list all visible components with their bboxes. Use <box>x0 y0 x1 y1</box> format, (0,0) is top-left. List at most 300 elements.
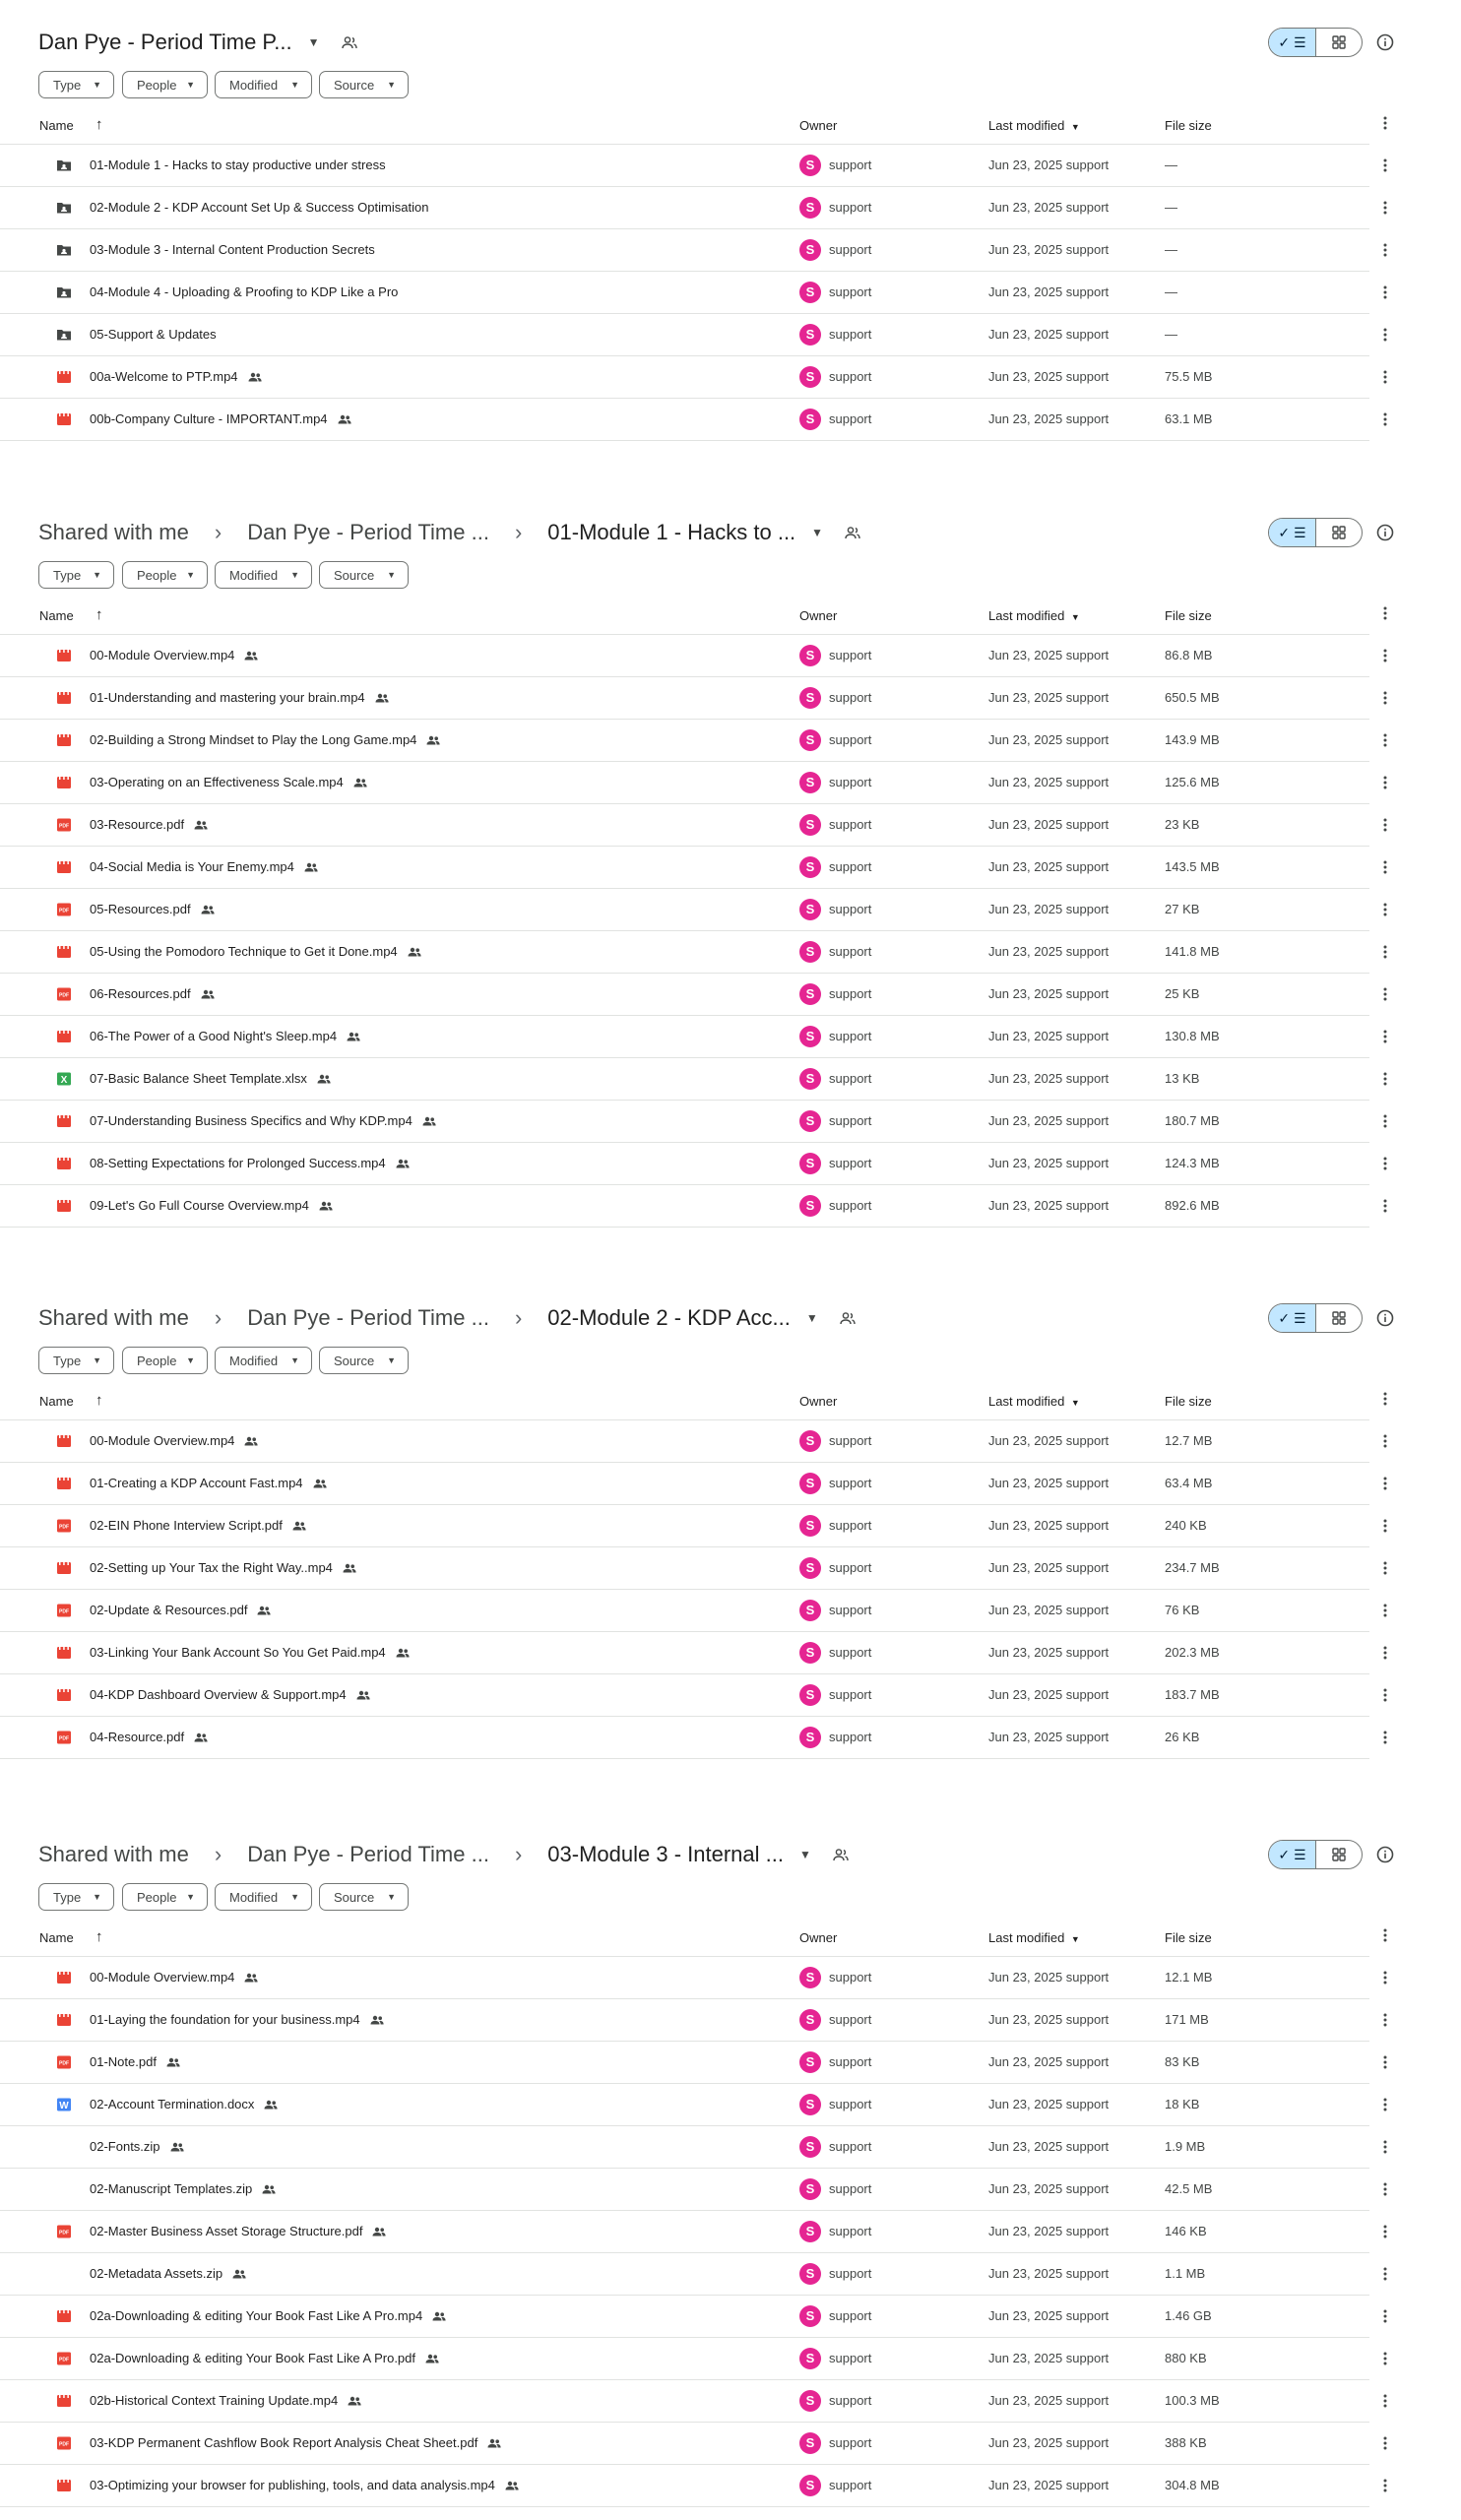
current-folder-title[interactable]: 02-Module 2 - KDP Acc... <box>547 1305 791 1330</box>
file-name <box>90 944 421 960</box>
caret-down-icon: ▼ <box>1068 122 1080 132</box>
file-name <box>90 2393 361 2409</box>
file-size: 1.9 MB <box>1165 2139 1206 2154</box>
filter-chip-people[interactable] <box>122 1883 208 1911</box>
shared-icon <box>319 1199 333 1214</box>
table-header <box>0 1913 1369 1957</box>
file-name <box>90 817 208 833</box>
last-modified: Jun 23, 2025 support <box>988 1029 1110 1043</box>
info-icon[interactable] <box>1375 1845 1395 1864</box>
svg-text:PDF: PDF <box>59 992 69 999</box>
shared-icon <box>264 2098 278 2112</box>
more-options-icon[interactable] <box>1383 328 1387 342</box>
filter-chip-label: People <box>137 1889 177 1905</box>
shared-icon <box>292 1519 306 1534</box>
last-modified: Jun 23, 2025 support <box>988 986 1110 1001</box>
file-name <box>90 1156 410 1171</box>
column-owner: Owner <box>799 1394 838 1409</box>
column-file-size[interactable]: File size <box>1165 1930 1212 1945</box>
more-options-icon[interactable] <box>1383 1646 1387 1660</box>
file-row[interactable] <box>0 1143 1369 1185</box>
file-row[interactable] <box>0 187 1369 229</box>
more-options-icon[interactable] <box>1383 2055 1387 2069</box>
avatar: S <box>799 2390 821 2412</box>
more-options-icon[interactable] <box>1383 1199 1387 1213</box>
filter-chip-label: Modified <box>229 567 279 583</box>
caret-down-icon: ▼ <box>387 80 396 90</box>
breadcrumb <box>38 30 357 55</box>
sort-arrow-icon[interactable]: ↑ <box>95 606 103 623</box>
file-size: 12.1 MB <box>1165 1970 1213 1984</box>
more-options-icon[interactable] <box>1383 243 1387 257</box>
filter-chip-people[interactable] <box>122 71 208 98</box>
filter-chips <box>0 561 1461 591</box>
caret-down-icon: ▼ <box>387 1355 396 1365</box>
file-row[interactable] <box>0 1058 1369 1101</box>
file-name <box>90 2308 446 2324</box>
file-row[interactable] <box>0 2042 1369 2084</box>
folder-file-icon <box>56 242 72 258</box>
file-size: — <box>1165 158 1177 172</box>
file-row[interactable] <box>0 2338 1369 2380</box>
caret-down-icon: ▼ <box>93 1355 101 1365</box>
more-options-icon[interactable] <box>1383 1604 1387 1617</box>
file-row[interactable] <box>0 974 1369 1016</box>
grid-view-button[interactable] <box>1316 1304 1362 1332</box>
file-row[interactable] <box>0 2465 1369 2507</box>
filter-chip-modified[interactable] <box>215 561 312 589</box>
filter-chip-type[interactable] <box>38 561 114 589</box>
last-modified: Jun 23, 2025 support <box>988 1433 1110 1448</box>
last-modified: Jun 23, 2025 support <box>988 2393 1110 2408</box>
file-row[interactable] <box>0 1547 1369 1590</box>
file-row[interactable] <box>0 2126 1369 2169</box>
more-options-icon[interactable] <box>1383 903 1387 916</box>
filter-chip-type[interactable] <box>38 71 114 98</box>
shared-icon <box>370 2013 384 2028</box>
owner-name: support <box>829 2393 872 2408</box>
file-row[interactable] <box>0 2253 1369 2296</box>
file-name-text: 04-KDP Dashboard Overview & Support.mp4 <box>90 1687 347 1702</box>
more-options-icon[interactable] <box>1383 2140 1387 2154</box>
file-size: — <box>1165 242 1177 257</box>
file-name-text: 02-EIN Phone Interview Script.pdf <box>90 1518 283 1533</box>
caret-down-icon: ▼ <box>1068 1398 1080 1408</box>
avatar: S <box>799 1153 821 1174</box>
owner-name: support <box>829 944 872 959</box>
caret-down-icon[interactable]: ▼ <box>307 35 320 49</box>
file-name <box>90 1730 208 1745</box>
last-modified: Jun 23, 2025 support <box>988 2266 1110 2281</box>
file-row[interactable] <box>0 272 1369 314</box>
file-name <box>90 2224 386 2239</box>
video-file-icon <box>56 1113 72 1129</box>
shared-folder-icon <box>342 35 357 49</box>
file-size: 1.46 GB <box>1165 2308 1212 2323</box>
info-icon[interactable] <box>1375 1308 1395 1328</box>
more-options-icon[interactable] <box>1383 1928 1387 1942</box>
caret-down-icon[interactable]: ▼ <box>811 526 824 539</box>
breadcrumb-item[interactable]: Shared with me <box>38 1305 189 1330</box>
filter-chip-label: People <box>137 77 177 93</box>
caret-down-icon: ▼ <box>290 1892 299 1902</box>
file-name <box>90 2435 501 2451</box>
current-folder-title[interactable]: 01-Module 1 - Hacks to ... <box>547 520 796 544</box>
last-modified: Jun 23, 2025 support <box>988 648 1110 662</box>
video-file-icon <box>56 859 72 875</box>
owner-name: support <box>829 1476 872 1490</box>
more-options-icon[interactable] <box>1383 158 1387 172</box>
column-file-size[interactable]: File size <box>1165 608 1212 623</box>
caret-down-icon[interactable]: ▼ <box>805 1311 818 1325</box>
filter-chip-people[interactable] <box>122 1347 208 1374</box>
file-row[interactable] <box>0 804 1369 847</box>
more-options-icon[interactable] <box>1383 1477 1387 1490</box>
avatar: S <box>799 2051 821 2073</box>
file-size: 143.9 MB <box>1165 732 1220 747</box>
last-modified: Jun 23, 2025 support <box>988 775 1110 789</box>
video-file-icon <box>56 1433 72 1449</box>
file-row[interactable] <box>0 847 1369 889</box>
shared-icon <box>170 2140 184 2155</box>
file-row[interactable] <box>0 314 1369 356</box>
last-modified: Jun 23, 2025 support <box>988 2351 1110 2365</box>
more-options-icon[interactable] <box>1383 2309 1387 2323</box>
more-options-icon[interactable] <box>1383 945 1387 959</box>
svg-text:PDF: PDF <box>59 823 69 830</box>
file-name <box>90 859 318 875</box>
column-owner: Owner <box>799 608 838 623</box>
last-modified: Jun 23, 2025 support <box>988 327 1110 342</box>
current-folder-title[interactable]: 03-Module 3 - Internal ... <box>547 1842 784 1866</box>
filter-chip-source[interactable] <box>319 71 409 98</box>
more-options-icon[interactable] <box>1383 733 1387 747</box>
grid-view-button[interactable] <box>1316 519 1362 546</box>
file-row[interactable] <box>0 356 1369 399</box>
more-options-icon[interactable] <box>1383 2352 1387 2365</box>
filter-chip-modified[interactable] <box>215 1883 312 1911</box>
file-row[interactable] <box>0 1463 1369 1505</box>
more-options-icon[interactable] <box>1383 2182 1387 2196</box>
breadcrumb-item[interactable]: Dan Pye - Period Time ... <box>247 1305 489 1330</box>
shared-icon <box>343 1561 356 1576</box>
breadcrumb-item[interactable]: Shared with me <box>38 520 189 544</box>
column-last-modified-label: Last modified <box>988 1930 1065 1945</box>
last-modified: Jun 23, 2025 support <box>988 284 1110 299</box>
shared-folder-icon <box>840 1311 856 1325</box>
last-modified: Jun 23, 2025 support <box>988 2308 1110 2323</box>
file-row[interactable] <box>0 1505 1369 1547</box>
last-modified: Jun 23, 2025 support <box>988 902 1110 916</box>
file-size: — <box>1165 327 1177 342</box>
more-options-icon[interactable] <box>1383 2436 1387 2450</box>
more-options-icon[interactable] <box>1383 1688 1387 1702</box>
owner-name: support <box>829 732 872 747</box>
sort-arrow-icon[interactable]: ↑ <box>95 1928 103 1945</box>
table-header <box>0 100 1369 145</box>
more-options-icon[interactable] <box>1383 1971 1387 1984</box>
owner-name: support <box>829 1029 872 1043</box>
more-options-icon[interactable] <box>1383 2267 1387 2281</box>
more-options-icon[interactable] <box>1383 2479 1387 2492</box>
owner-name: support <box>829 2266 872 2281</box>
file-name <box>90 1518 306 1534</box>
file-row[interactable] <box>0 2169 1369 2211</box>
file-row[interactable] <box>0 677 1369 720</box>
file-row[interactable] <box>0 1632 1369 1674</box>
file-size: 650.5 MB <box>1165 690 1220 705</box>
video-file-icon <box>56 1029 72 1044</box>
breadcrumb-item[interactable]: Dan Pye - Period Time ... <box>247 520 489 544</box>
file-row[interactable] <box>0 635 1369 677</box>
column-name[interactable]: Name <box>39 608 74 623</box>
file-row[interactable] <box>0 2211 1369 2253</box>
caret-down-icon: ▼ <box>93 1892 101 1902</box>
file-row[interactable] <box>0 1957 1369 1999</box>
owner-name: support <box>829 1518 872 1533</box>
owner-name: support <box>829 2435 872 2450</box>
svg-text:PDF: PDF <box>59 908 69 914</box>
caret-down-icon: ▼ <box>186 1355 195 1365</box>
file-row[interactable] <box>0 145 1369 187</box>
sheet-file-icon <box>56 1071 72 1087</box>
file-row[interactable] <box>0 2423 1369 2465</box>
avatar: S <box>799 1642 821 1664</box>
file-row[interactable] <box>0 1590 1369 1632</box>
file-row[interactable] <box>0 889 1369 931</box>
zip-file-icon <box>56 2181 72 2197</box>
file-size: 183.7 MB <box>1165 1687 1220 1702</box>
more-options-icon[interactable] <box>1383 1114 1387 1128</box>
more-options-icon[interactable] <box>1383 2098 1387 2111</box>
file-row[interactable] <box>0 1999 1369 2042</box>
file-name-text: 02-Module 2 - KDP Account Set Up & Success Optimisation <box>90 200 429 215</box>
list-view-button[interactable]: ✓ ☰ <box>1269 1304 1316 1332</box>
video-file-icon <box>56 2308 72 2324</box>
svg-text:PDF: PDF <box>59 2441 69 2448</box>
more-options-icon[interactable] <box>1383 860 1387 874</box>
owner-name: support <box>829 1433 872 1448</box>
file-row[interactable] <box>0 1674 1369 1717</box>
svg-text:PDF: PDF <box>59 1735 69 1742</box>
file-row[interactable] <box>0 2380 1369 2423</box>
column-last-modified[interactable] <box>988 118 1080 133</box>
file-name-text: 01-Module 1 - Hacks to stay productive under stress <box>90 158 386 172</box>
more-options-icon[interactable] <box>1383 2013 1387 2027</box>
avatar: S <box>799 239 821 261</box>
shared-folder-icon <box>833 1848 849 1861</box>
more-options-icon[interactable] <box>1383 201 1387 215</box>
filter-chip-source[interactable] <box>319 1347 409 1374</box>
file-name <box>90 1113 436 1129</box>
column-name[interactable]: Name <box>39 118 74 133</box>
chevron-right-icon: › <box>514 1842 523 1866</box>
more-options-icon[interactable] <box>1383 691 1387 705</box>
file-name-text: 06-Resources.pdf <box>90 986 191 1001</box>
more-options-icon[interactable] <box>1383 1561 1387 1575</box>
breadcrumb-item[interactable]: Shared with me <box>38 1842 189 1866</box>
file-size: 234.7 MB <box>1165 1560 1220 1575</box>
owner-name: support <box>829 859 872 874</box>
column-last-modified-label: Last modified <box>988 118 1065 133</box>
file-row[interactable] <box>0 1016 1369 1058</box>
file-name-text: 01-Laying the foundation for your business.mp4 <box>90 2012 360 2027</box>
more-options-icon[interactable] <box>1383 116 1387 130</box>
column-name[interactable]: Name <box>39 1394 74 1409</box>
owner-name: support <box>829 1970 872 1984</box>
file-row[interactable] <box>0 720 1369 762</box>
file-row[interactable] <box>0 229 1369 272</box>
more-options-icon[interactable] <box>1383 370 1387 384</box>
avatar: S <box>799 324 821 346</box>
column-last-modified[interactable] <box>988 1394 1080 1409</box>
file-size: 180.7 MB <box>1165 1113 1220 1128</box>
list-view-button[interactable]: ✓ ☰ <box>1269 1841 1316 1868</box>
column-last-modified-label: Last modified <box>988 1394 1065 1409</box>
shared-icon <box>422 1114 436 1129</box>
shared-icon <box>338 412 351 427</box>
file-row[interactable] <box>0 1101 1369 1143</box>
info-icon[interactable] <box>1375 523 1395 542</box>
shared-icon <box>317 1072 331 1087</box>
last-modified: Jun 23, 2025 support <box>988 2054 1110 2069</box>
more-options-icon[interactable] <box>1383 1030 1387 1043</box>
more-options-icon[interactable] <box>1383 1434 1387 1448</box>
file-row[interactable] <box>0 1420 1369 1463</box>
file-name-text: 00-Module Overview.mp4 <box>90 648 235 662</box>
file-name <box>90 1198 333 1214</box>
sort-arrow-icon[interactable]: ↑ <box>95 1392 103 1409</box>
more-options-icon[interactable] <box>1383 1519 1387 1533</box>
file-name <box>90 690 389 706</box>
more-options-icon[interactable] <box>1383 2394 1387 2408</box>
filter-chip-source[interactable] <box>319 561 409 589</box>
avatar: S <box>799 1110 821 1132</box>
last-modified: Jun 23, 2025 support <box>988 817 1110 832</box>
column-last-modified[interactable] <box>988 608 1080 623</box>
filter-chip-type[interactable] <box>38 1347 114 1374</box>
file-name <box>90 2097 278 2112</box>
pdf-file-icon <box>56 986 72 1002</box>
folder-header <box>0 1836 1461 1879</box>
list-view-button[interactable]: ✓ ☰ <box>1269 29 1316 56</box>
file-row[interactable] <box>0 1717 1369 1759</box>
current-folder-title[interactable]: Dan Pye - Period Time P... <box>38 30 292 54</box>
column-name[interactable]: Name <box>39 1930 74 1945</box>
file-row[interactable] <box>0 2084 1369 2126</box>
file-name-text: 01-Understanding and mastering your brain.mp4 <box>90 690 365 705</box>
avatar: S <box>799 687 821 709</box>
sort-arrow-icon[interactable]: ↑ <box>95 116 103 133</box>
column-last-modified[interactable] <box>988 1930 1080 1945</box>
pdf-file-icon <box>56 2224 72 2239</box>
shared-icon <box>348 2394 361 2409</box>
file-row[interactable] <box>0 2296 1369 2338</box>
file-name-text: 04-Social Media is Your Enemy.mp4 <box>90 859 294 874</box>
video-file-icon <box>56 1560 72 1576</box>
filter-chip-label: People <box>137 1353 177 1368</box>
avatar: S <box>799 1068 821 1090</box>
more-options-icon[interactable] <box>1383 1731 1387 1744</box>
info-icon[interactable] <box>1375 32 1395 52</box>
last-modified: Jun 23, 2025 support <box>988 1156 1110 1170</box>
file-row[interactable] <box>0 762 1369 804</box>
video-file-icon <box>56 2478 72 2493</box>
avatar: S <box>799 366 821 388</box>
filter-chip-source[interactable] <box>319 1883 409 1911</box>
file-size: 42.5 MB <box>1165 2181 1213 2196</box>
table-header <box>0 1376 1369 1420</box>
more-options-icon[interactable] <box>1383 2225 1387 2238</box>
video-file-icon <box>56 648 72 663</box>
filter-chip-modified[interactable] <box>215 1347 312 1374</box>
last-modified: Jun 23, 2025 support <box>988 1113 1110 1128</box>
file-row[interactable] <box>0 1185 1369 1228</box>
file-name <box>90 986 215 1002</box>
svg-text:PDF: PDF <box>59 2230 69 2236</box>
caret-down-icon: ▼ <box>290 1355 299 1365</box>
file-name <box>90 1433 258 1449</box>
zip-file-icon <box>56 2139 72 2155</box>
pdf-file-icon <box>56 2435 72 2451</box>
more-options-icon[interactable] <box>1383 1072 1387 1086</box>
owner-name: support <box>829 2478 872 2492</box>
list-view-button[interactable]: ✓ ☰ <box>1269 519 1316 546</box>
caret-down-icon: ▼ <box>387 1892 396 1902</box>
breadcrumb-item[interactable]: Dan Pye - Period Time ... <box>247 1842 489 1866</box>
svg-text:PDF: PDF <box>59 1608 69 1615</box>
more-options-icon[interactable] <box>1383 776 1387 789</box>
file-size: 880 KB <box>1165 2351 1207 2365</box>
last-modified: Jun 23, 2025 support <box>988 732 1110 747</box>
more-options-icon[interactable] <box>1383 987 1387 1001</box>
caret-down-icon[interactable]: ▼ <box>798 1848 811 1861</box>
shared-icon <box>262 2182 276 2197</box>
filter-chip-type[interactable] <box>38 1883 114 1911</box>
more-options-icon[interactable] <box>1383 412 1387 426</box>
column-owner: Owner <box>799 118 838 133</box>
filter-chip-label: Type <box>53 77 82 93</box>
last-modified: Jun 23, 2025 support <box>988 411 1110 426</box>
shared-icon <box>396 1646 410 1661</box>
column-file-size[interactable]: File size <box>1165 1394 1212 1409</box>
more-options-icon[interactable] <box>1383 1157 1387 1170</box>
file-name-text: 02a-Downloading & editing Your Book Fast Like A Pro.mp4 <box>90 2308 423 2323</box>
column-file-size[interactable]: File size <box>1165 118 1212 133</box>
svg-text:W: W <box>59 2101 69 2111</box>
avatar: S <box>799 197 821 219</box>
more-options-icon[interactable] <box>1383 606 1387 620</box>
more-options-icon[interactable] <box>1383 285 1387 299</box>
more-options-icon[interactable] <box>1383 818 1387 832</box>
avatar: S <box>799 2305 821 2327</box>
more-options-icon[interactable] <box>1383 649 1387 662</box>
grid-view-button[interactable] <box>1316 1841 1362 1868</box>
shared-icon <box>166 2055 180 2070</box>
avatar: S <box>799 1430 821 1452</box>
file-row[interactable] <box>0 931 1369 974</box>
avatar: S <box>799 645 821 666</box>
file-row[interactable] <box>0 399 1369 441</box>
more-options-icon[interactable] <box>1383 1392 1387 1406</box>
caret-down-icon: ▼ <box>290 80 299 90</box>
filter-chip-people[interactable] <box>122 561 208 589</box>
avatar: S <box>799 2475 821 2496</box>
grid-view-button[interactable] <box>1316 29 1362 56</box>
avatar: S <box>799 772 821 793</box>
svg-text:PDF: PDF <box>59 1524 69 1531</box>
filter-chip-modified[interactable] <box>215 71 312 98</box>
